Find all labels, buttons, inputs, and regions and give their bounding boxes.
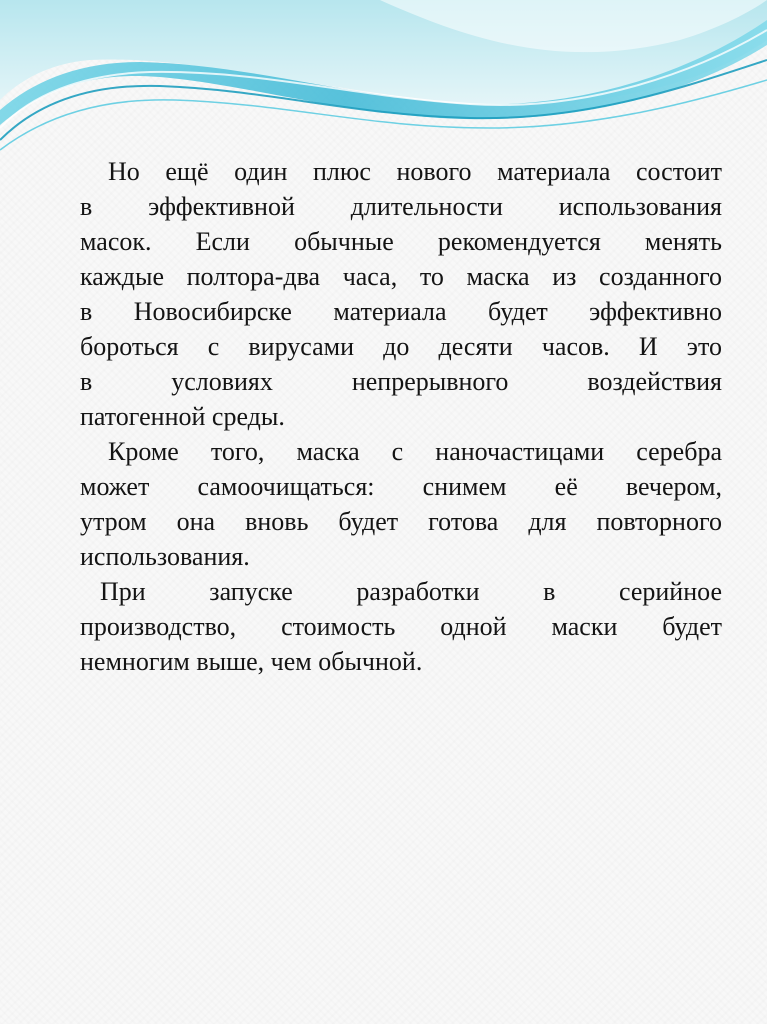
text-line: бороться с вирусами до десяти часов. И это (80, 332, 722, 361)
text-line: Кроме того, маска с наночастицами серебра (108, 437, 722, 466)
text-line: патогенной среды. (80, 402, 285, 431)
text-line: в условиях непрерывного воздействия (80, 367, 722, 396)
text-line: немногим выше, чем обычной. (80, 647, 423, 676)
text-line: производство, стоимость одной маски будет (80, 612, 722, 641)
body-text (80, 154, 722, 679)
text-line: При запуске разработки в серийное (100, 577, 722, 606)
paragraph-3 (80, 574, 722, 679)
text-line: в эффективной длительности использования (80, 192, 722, 221)
text-line: масок. Если обычные рекомендуется менять (80, 227, 722, 256)
text-line: Но ещё один плюс нового материала состоит (108, 157, 722, 186)
text-line: в Новосибирске материала будет эффективно (80, 297, 722, 326)
text-line: утром она вновь будет готова для повторного (80, 507, 722, 536)
paragraph-2 (80, 434, 722, 574)
text-line: каждые полтора-два часа, то маска из созданного (80, 262, 722, 291)
paragraph-1 (80, 154, 722, 434)
text-line: использования. (80, 542, 250, 571)
text-line: может самоочищаться: снимем её вечером, (80, 472, 722, 501)
decorative-wave-header (0, 0, 767, 160)
